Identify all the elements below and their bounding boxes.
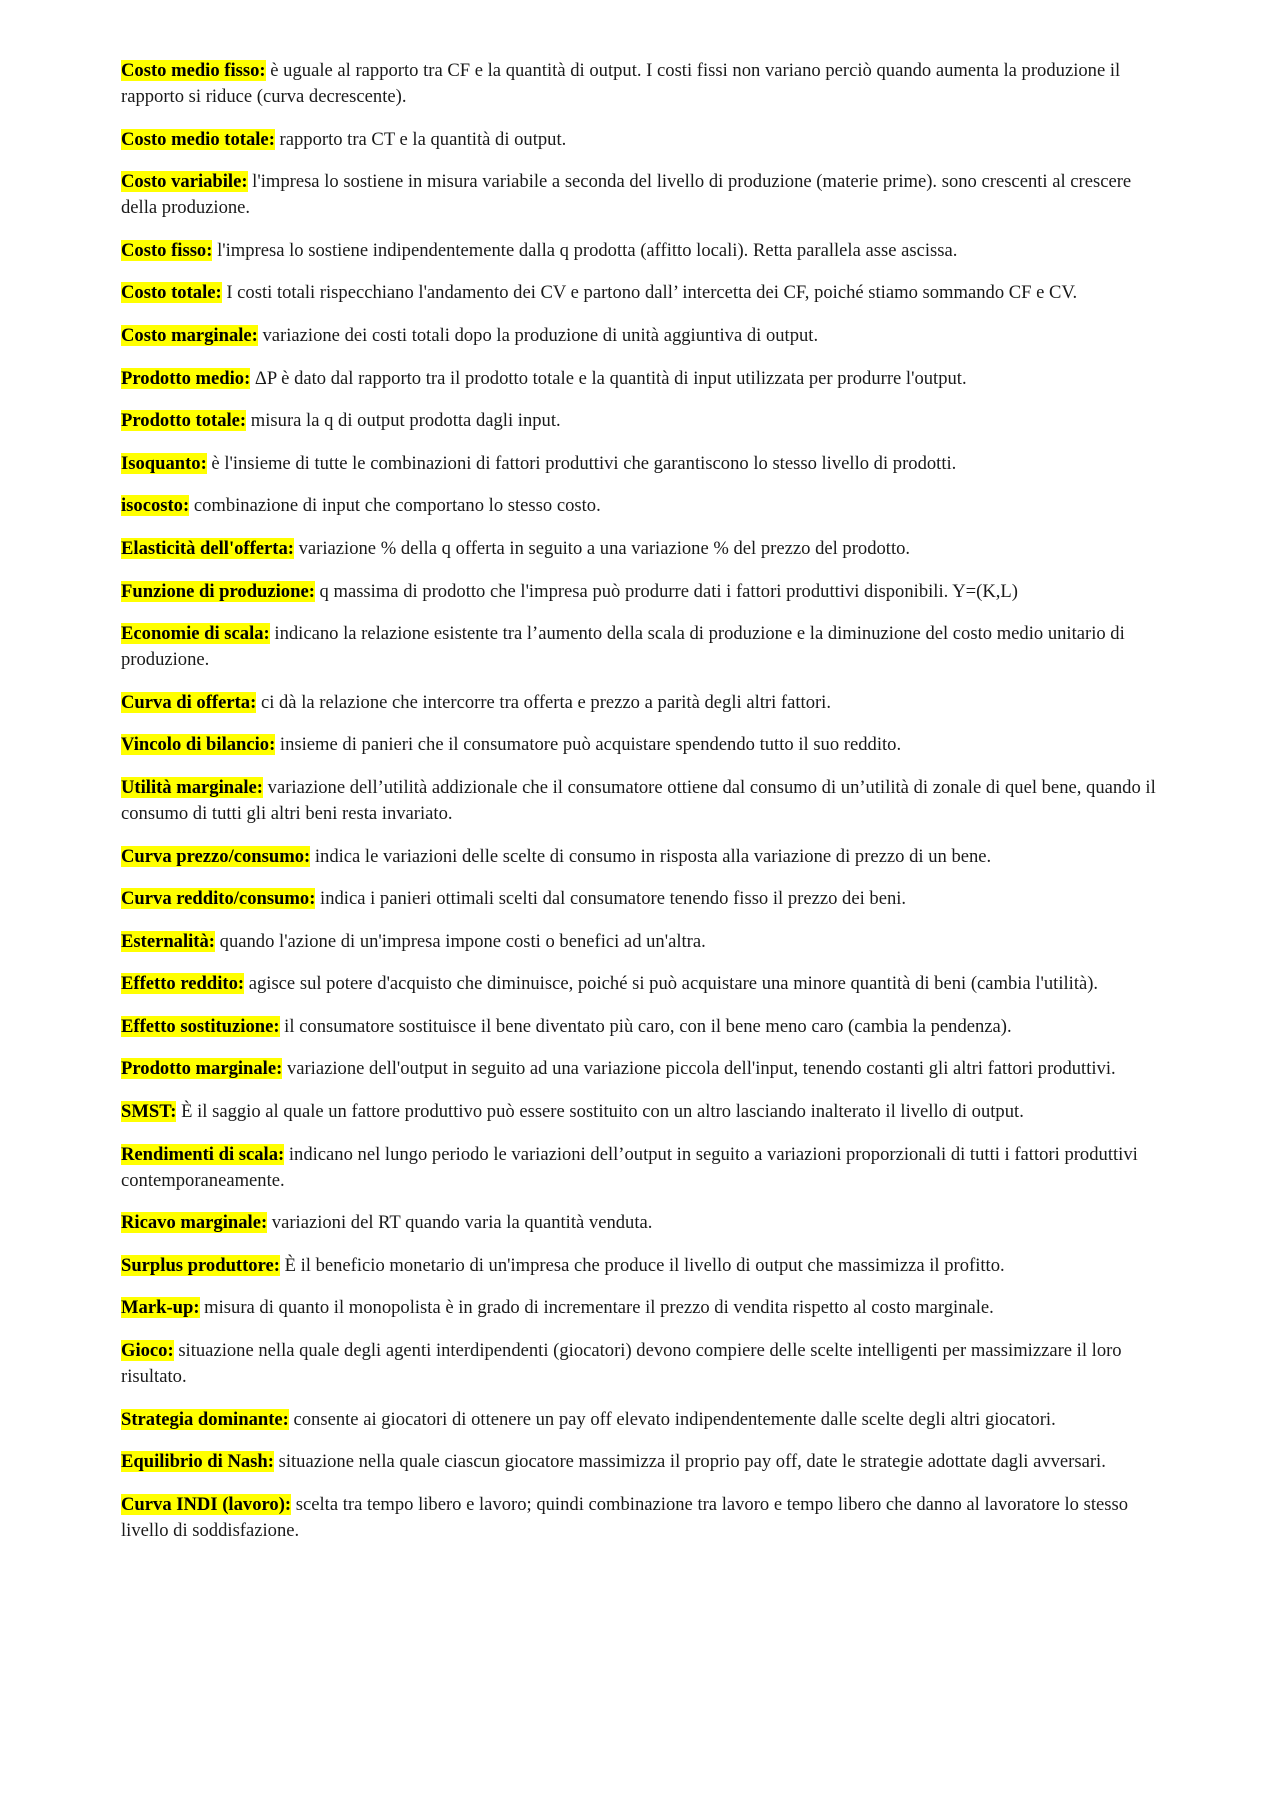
entry-definition: il consumatore sostituisce il bene diventato più caro, con il bene meno caro (cambia la pendenza).	[279, 1015, 1012, 1037]
glossary-entry	[121, 579, 1166, 605]
glossary-entry	[121, 127, 1166, 153]
entry-term: Utilità marginale:	[121, 776, 264, 798]
entry-term: Costo fisso:	[121, 239, 213, 261]
entry-term: Isoquanto:	[121, 452, 207, 474]
entry-definition: l'impresa lo sostiene in misura variabile a seconda del livello di produzione (materie prime). sono crescenti al crescere della produzione.	[121, 171, 1132, 219]
entry-term: Prodotto medio:	[121, 367, 251, 389]
entry-definition: I costi totali rispecchiano l'andamento dei CV e partono dall’ intercetta dei CF, poiché stiamo sommando CF e CV.	[221, 282, 1078, 304]
glossary-entry	[121, 690, 1166, 716]
entry-term: Rendimenti di scala:	[121, 1143, 285, 1165]
entry-term: Costo totale:	[121, 282, 222, 304]
entry-definition: è l'insieme di tutte le combinazioni di fattori produttivi che garantiscono lo stesso livello di prodotti.	[206, 452, 957, 474]
entry-definition: è uguale al rapporto tra CF e la quantità di output. I costi fissi non variano perciò quando aumenta la produzione il rapporto si riduce (curva decrescente).	[121, 60, 1121, 107]
entry-term: Elasticità dell'offerta:	[121, 537, 294, 559]
entry-definition: indica i panieri ottimali scelti dal consumatore tenendo fisso il prezzo dei beni.	[315, 888, 907, 910]
entry-term: Effetto sostituzione:	[121, 1015, 280, 1037]
glossary-entry	[121, 169, 1166, 221]
glossary-entry	[121, 1142, 1166, 1194]
glossary-entry	[121, 929, 1166, 955]
glossary-entry	[121, 1253, 1166, 1279]
entry-definition: indicano la relazione esistente tra l’aumento della scala di produzione e la diminuzione del costo medio unitario di produzione.	[121, 623, 1125, 671]
entry-definition: È il beneficio monetario di un'impresa che produce il livello di output che massimizza il profitto.	[279, 1254, 1005, 1276]
entry-definition: situazione nella quale ciascun giocatore massimizza il proprio pay off, date le strategie adottate dagli avversari.	[273, 1451, 1106, 1473]
entry-term: Vincolo di bilancio:	[121, 734, 276, 756]
glossary-entry	[121, 621, 1166, 673]
entry-definition: situazione nella quale degli agenti interdipendenti (giocatori) devono compiere delle scelte intelligenti per massimizzare il loro risultato.	[121, 1340, 1122, 1388]
entry-definition: variazione dei costi totali dopo la produzione di unità aggiuntiva di output.	[257, 324, 819, 346]
entry-term: Costo medio fisso:	[121, 60, 266, 81]
glossary-entry	[121, 280, 1166, 306]
entry-definition: rapporto tra CT e la quantità di output.	[274, 128, 567, 150]
glossary-entry	[121, 536, 1166, 562]
entry-term: isocosto:	[121, 495, 190, 517]
entry-definition: indica le variazioni delle scelte di consumo in risposta alla variazione di prezzo di un bene.	[310, 845, 992, 867]
entry-term: Strategia dominante:	[121, 1408, 289, 1430]
entry-term: Curva INDI (lavoro):	[121, 1493, 292, 1515]
glossary-entry	[121, 1295, 1166, 1321]
entry-term: Funzione di produzione:	[121, 580, 315, 602]
entry-term: Prodotto totale:	[121, 410, 247, 432]
entry-definition: ΔP è dato dal rapporto tra il prodotto totale e la quantità di input utilizzata per produrre l'output.	[250, 367, 967, 389]
glossary-entry	[121, 971, 1166, 997]
glossary-entry	[121, 366, 1166, 392]
glossary-entry	[121, 323, 1166, 349]
glossary-entry	[121, 1099, 1166, 1125]
glossary-entry	[121, 451, 1166, 477]
glossary-entry	[121, 775, 1166, 827]
glossary-entry	[121, 1056, 1166, 1082]
entry-term: Costo variabile:	[121, 171, 248, 193]
entry-term: Costo medio totale:	[121, 128, 275, 150]
entry-term: Prodotto marginale:	[121, 1058, 283, 1080]
entry-definition: variazione dell'output in seguito ad una variazione piccola dell'input, tenendo costanti gli altri fattori produttivi.	[282, 1058, 1116, 1080]
entry-term: Gioco:	[121, 1340, 174, 1362]
entry-definition: agisce sul potere d'acquisto che diminuisce, poiché si può acquistare una minore quantità di beni (cambia l'utilità).	[244, 973, 1099, 995]
glossary-entry	[121, 1492, 1166, 1544]
entry-definition: quando l'azione di un'impresa impone costi o benefici ad un'altra.	[215, 930, 706, 952]
glossary-entry	[121, 493, 1166, 519]
entry-definition: consente ai giocatori di ottenere un pay off elevato indipendentemente dalle scelte degli altri giocatori.	[288, 1408, 1056, 1430]
glossary-entry	[121, 844, 1166, 870]
glossary-entry	[121, 408, 1166, 434]
entry-definition: insieme di panieri che il consumatore può acquistare spendendo tutto il suo reddito.	[275, 734, 902, 756]
glossary-entry	[121, 1014, 1166, 1040]
glossary-entry	[121, 732, 1166, 758]
entry-definition: misura la q di output prodotta dagli input.	[246, 410, 561, 432]
entry-definition: q massima di prodotto che l'impresa può produrre dati i fattori produttivi disponibili. Y=(K,L)	[314, 580, 1018, 602]
entry-definition: ci dà la relazione che intercorre tra offerta e prezzo a parità degli altri fattori.	[256, 691, 831, 713]
glossary-page	[121, 58, 1166, 1560]
entry-definition: scelta tra tempo libero e lavoro; quindi combinazione tra lavoro e tempo libero che danno al lavoratore lo stesso livello di soddisfazione.	[121, 1493, 1129, 1541]
entry-term: Mark-up:	[121, 1297, 200, 1319]
glossary-entry	[121, 1210, 1166, 1236]
entry-term: SMST:	[121, 1101, 177, 1123]
glossary-entry	[121, 886, 1166, 912]
entry-term: Curva di offerta:	[121, 691, 257, 713]
glossary-entry	[121, 1338, 1166, 1390]
entry-definition: combinazione di input che comportano lo stesso costo.	[189, 495, 601, 517]
entry-term: Esternalità:	[121, 930, 215, 952]
entry-definition: indicano nel lungo periodo le variazioni dell’output in seguito a variazioni proporzionali di tutti i fattori produttivi contemporaneamente.	[121, 1143, 1138, 1191]
entry-term: Equilibrio di Nash:	[121, 1451, 274, 1473]
entry-term: Ricavo marginale:	[121, 1212, 268, 1234]
entry-definition: l'impresa lo sostiene indipendentemente dalla q prodotta (affitto locali). Retta parallela asse ascissa.	[212, 239, 958, 261]
entry-term: Curva reddito/consumo:	[121, 888, 316, 910]
entry-term: Economie di scala:	[121, 623, 270, 645]
entry-term: Curva prezzo/consumo:	[121, 845, 311, 867]
entry-definition: variazione dell’utilità addizionale che il consumatore ottiene dal consumo di un’utilità di zonale di quel bene, quando il consumo di tutti gli altri beni resta invariato.	[121, 776, 1156, 824]
entry-term: Costo marginale:	[121, 324, 258, 346]
entry-definition: È il saggio al quale un fattore produttivo può essere sostituito con un altro lasciando inalterato il livello di output.	[176, 1101, 1024, 1123]
glossary-entry	[121, 1449, 1166, 1475]
entry-definition: variazione % della q offerta in seguito a una variazione % del prezzo del prodotto.	[293, 537, 911, 559]
glossary-entry	[121, 238, 1166, 264]
entry-term: Surplus produttore:	[121, 1254, 280, 1276]
entry-definition: misura di quanto il monopolista è in grado di incrementare il prezzo di vendita rispetto al costo marginale.	[199, 1297, 994, 1319]
glossary-entry	[121, 58, 1166, 110]
entry-definition: variazioni del RT quando varia la quantità venduta.	[267, 1212, 653, 1234]
entry-term: Effetto reddito:	[121, 973, 245, 995]
glossary-entry	[121, 1407, 1166, 1433]
